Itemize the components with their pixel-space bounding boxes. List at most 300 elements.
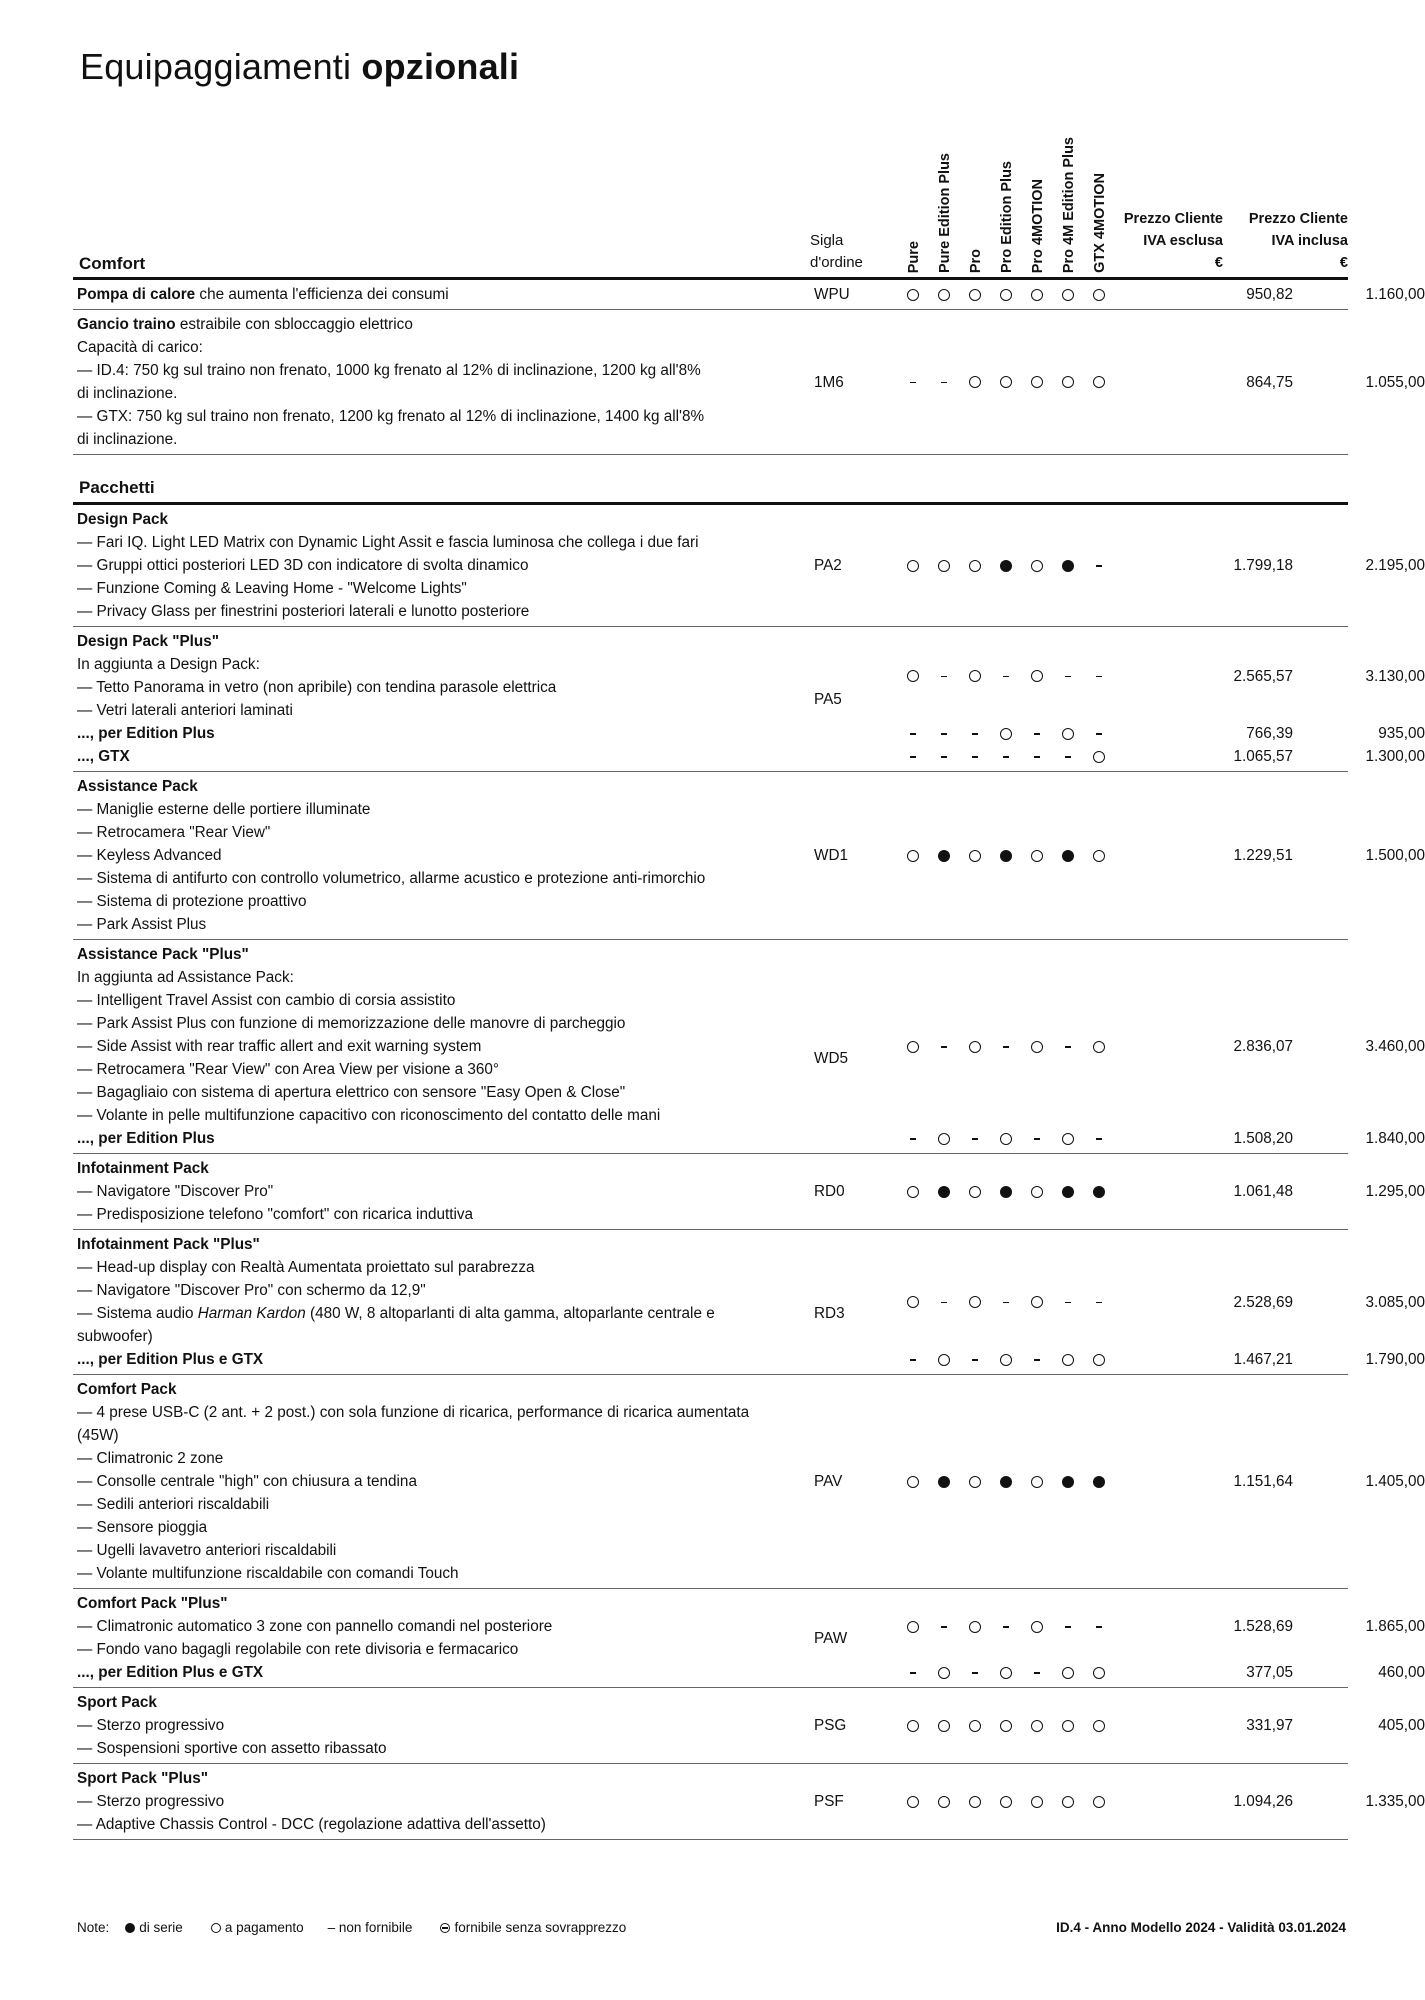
text-line: — Navigatore "Discover Pro" con schermo da 12,9"	[77, 1282, 426, 1299]
text-line: ..., GTX	[77, 748, 130, 765]
availability-mark	[1087, 1350, 1111, 1370]
availability-mark	[1056, 1350, 1080, 1370]
availability-mark	[1025, 667, 1049, 687]
availability-mark	[1056, 1792, 1080, 1812]
dash-icon	[941, 733, 947, 735]
dash-icon	[1034, 756, 1040, 758]
text-line: — Adaptive Chassis Control - DCC (regolazione adattiva dell'assetto)	[77, 1816, 546, 1833]
empty-circle-icon	[1093, 850, 1105, 862]
text-line: — Vetri laterali anteriori laminati	[77, 702, 293, 719]
text-line: Infotainment Pack "Plus"	[77, 1236, 260, 1253]
availability-mark	[932, 724, 956, 744]
filled-dot-icon	[1062, 1476, 1074, 1488]
availability-mark	[994, 1617, 1018, 1637]
filled-dot-icon	[125, 1923, 135, 1933]
empty-circle-icon	[1062, 1720, 1074, 1732]
page-title: Equipaggiamenti opzionali	[80, 46, 520, 87]
empty-circle-icon	[1000, 1133, 1012, 1145]
dash-icon	[1003, 1626, 1009, 1628]
price-incl: 1.865,00	[1365, 1618, 1425, 1635]
availability-mark	[1087, 1472, 1111, 1492]
availability-mark	[1056, 373, 1080, 393]
availability-mark	[1025, 747, 1049, 767]
availability-mark	[994, 373, 1018, 393]
price-excl: 1.065,57	[1233, 748, 1293, 765]
price-incl: 1.790,00	[1365, 1351, 1425, 1368]
availability-mark	[901, 1617, 925, 1637]
price-excl: 2.565,57	[1233, 667, 1293, 685]
availability-mark	[1056, 285, 1080, 305]
version-header: Pure	[906, 240, 922, 273]
empty-circle-icon	[1031, 560, 1043, 572]
order-code: PAW	[814, 1629, 848, 1647]
availability-mark	[1087, 1037, 1111, 1057]
order-code: WD1	[814, 847, 848, 864]
text-line: — Fari IQ. Light LED Matrix con Dynamic Light Assit e fascia luminosa che collega i due fari	[77, 534, 699, 551]
empty-circle-icon	[1031, 1621, 1043, 1633]
text-line: Sport Pack "Plus"	[77, 1770, 208, 1787]
empty-circle-icon	[969, 1476, 981, 1488]
text-line: ..., per Edition Plus	[77, 725, 215, 742]
empty-circle-icon	[938, 289, 950, 301]
availability-mark	[1025, 846, 1049, 866]
table-row	[73, 1154, 1425, 1230]
dash-icon	[972, 1672, 978, 1674]
order-code: PA5	[814, 690, 842, 708]
text-line: — Sterzo progressivo	[77, 1717, 225, 1734]
dash-icon	[1003, 1046, 1009, 1048]
empty-circle-icon	[907, 1041, 919, 1053]
pacchetti-header	[73, 455, 1348, 505]
empty-circle-icon	[1031, 376, 1043, 388]
text-line: — Sterzo progressivo	[77, 1793, 225, 1810]
filled-dot-icon	[1000, 850, 1012, 862]
availability-mark	[1025, 1792, 1049, 1812]
empty-circle-icon	[1062, 1354, 1074, 1366]
price-incl: 1.500,00	[1365, 847, 1425, 864]
availability-mark	[963, 846, 987, 866]
availability-mark	[1056, 846, 1080, 866]
dash-icon	[1034, 1672, 1040, 1674]
text-line: Design Pack "Plus"	[77, 633, 220, 650]
availability-mark	[932, 1472, 956, 1492]
dash-icon	[972, 1138, 978, 1140]
availability-mark	[1025, 1182, 1049, 1202]
empty-circle-icon	[1031, 670, 1043, 682]
availability-mark	[932, 667, 956, 687]
availability-mark	[963, 747, 987, 767]
availability-mark	[994, 724, 1018, 744]
dash-icon	[941, 382, 947, 384]
empty-circle-icon	[1031, 1041, 1043, 1053]
empty-circle-icon	[1031, 1796, 1043, 1808]
availability-mark	[1025, 373, 1049, 393]
availability-mark	[932, 1663, 956, 1683]
dash-icon	[941, 756, 947, 758]
availability-mark	[994, 1350, 1018, 1370]
text-line: — Park Assist Plus	[77, 916, 207, 933]
empty-circle-icon	[969, 560, 981, 572]
empty-circle-icon	[1062, 289, 1074, 301]
text-line: Comfort Pack	[77, 1381, 177, 1398]
empty-circle-icon	[938, 1667, 950, 1679]
dash-icon	[1096, 1626, 1102, 1628]
availability-mark	[963, 1293, 987, 1313]
availability-mark	[1087, 747, 1111, 767]
availability-mark	[901, 747, 925, 767]
empty-circle-icon	[1062, 376, 1074, 388]
availability-mark	[1056, 667, 1080, 687]
text-line: In aggiunta a Design Pack:	[77, 656, 260, 673]
dash-icon	[1034, 1138, 1040, 1140]
price-excl: 1.467,21	[1233, 1351, 1293, 1368]
availability-mark	[1087, 1663, 1111, 1683]
availability-mark	[963, 1472, 987, 1492]
dash-icon	[910, 1672, 916, 1674]
empty-circle-icon	[1093, 289, 1105, 301]
availability-mark	[1087, 667, 1111, 687]
empty-circle-icon	[907, 1186, 919, 1198]
empty-circle-icon	[907, 1796, 919, 1808]
empty-circle-icon	[1000, 1796, 1012, 1808]
price-incl: 3.085,00	[1365, 1293, 1425, 1311]
text-line: — Head-up display con Realtà Aumentata proiettato sul parabrezza	[77, 1259, 535, 1276]
text-line: — Retrocamera "Rear View"	[77, 824, 271, 841]
empty-circle-icon	[907, 670, 919, 682]
dash-icon	[1065, 756, 1071, 758]
empty-circle-icon	[969, 289, 981, 301]
availability-mark	[932, 373, 956, 393]
availability-mark	[1087, 373, 1111, 393]
order-code: PA2	[814, 557, 842, 574]
availability-mark	[1025, 556, 1049, 576]
price-excl: 2.528,69	[1233, 1293, 1293, 1311]
text-line: Design Pack	[77, 511, 168, 528]
empty-circle-icon	[1062, 1796, 1074, 1808]
empty-circle-icon	[1093, 1667, 1105, 1679]
order-code: WPU	[814, 286, 850, 303]
availability-mark	[901, 1716, 925, 1736]
text-line: — Predisposizione telefono "comfort" con ricarica induttiva	[77, 1206, 474, 1223]
dash-icon	[1034, 1359, 1040, 1361]
text-line: — Tetto Panorama in vetro (non apribile) con tendina parasole elettrica	[77, 679, 557, 696]
dash-icon	[941, 1626, 947, 1628]
availability-mark	[994, 1129, 1018, 1149]
text-line: — Sistema audio Harman Kardon (480 W, 8 altoparlanti di alta gamma, altoparlante centrale e	[77, 1305, 715, 1322]
availability-mark	[963, 556, 987, 576]
version-header: Pro 4M Edition Plus	[1061, 136, 1077, 273]
version-header: Pro Edition Plus	[999, 161, 1015, 273]
text-line: — Intelligent Travel Assist con cambio di corsia assistito	[77, 992, 456, 1009]
filled-dot-icon	[938, 1186, 950, 1198]
availability-mark	[963, 1663, 987, 1683]
availability-mark	[901, 1792, 925, 1812]
empty-circle-icon	[1031, 1186, 1043, 1198]
text-line: subwoofer)	[77, 1328, 153, 1345]
table-row	[73, 505, 1425, 627]
availability-mark	[901, 1182, 925, 1202]
table-row	[73, 1589, 1425, 1688]
availability-mark	[994, 747, 1018, 767]
availability-mark	[901, 556, 925, 576]
availability-mark	[994, 1663, 1018, 1683]
text-line: Capacità di carico:	[77, 339, 203, 356]
order-code: 1M6	[814, 373, 844, 391]
empty-circle-icon	[969, 1621, 981, 1633]
availability-mark	[1087, 1129, 1111, 1149]
availability-mark	[1056, 1472, 1080, 1492]
table-row	[73, 1375, 1425, 1589]
text-line: di inclinazione.	[77, 385, 178, 402]
availability-mark	[994, 1293, 1018, 1313]
dash-icon	[910, 756, 916, 758]
table-row	[73, 310, 1425, 455]
dash-icon	[972, 733, 978, 735]
filled-dot-icon	[1000, 560, 1012, 572]
availability-mark	[932, 285, 956, 305]
dash-icon	[1096, 1302, 1102, 1304]
availability-mark	[963, 1037, 987, 1057]
dash-circle-icon	[440, 1923, 450, 1933]
availability-mark	[1087, 1792, 1111, 1812]
version-header: Pro 4MOTION	[1030, 178, 1046, 273]
availability-mark	[901, 1472, 925, 1492]
price-incl: 3.130,00	[1365, 667, 1425, 685]
text-line: — Sospensioni sportive con assetto ribassato	[77, 1740, 387, 1757]
availability-mark	[901, 285, 925, 305]
dash-icon	[941, 676, 947, 678]
price-incl: 1.295,00	[1365, 1183, 1425, 1200]
price-incl: 2.195,00	[1365, 557, 1425, 574]
dash-icon	[941, 1046, 947, 1048]
availability-mark	[1087, 846, 1111, 866]
price-incl: 1.405,00	[1365, 1473, 1425, 1490]
section-comfort: Comfort	[79, 254, 146, 273]
dash-icon	[1065, 676, 1071, 678]
pack-rows	[73, 505, 1425, 1840]
empty-circle-icon	[969, 850, 981, 862]
availability-mark	[932, 1716, 956, 1736]
text-line: — 4 prese USB-C (2 ant. + 2 post.) con sola funzione di ricarica, performance di ricarica aumentata	[77, 1404, 750, 1421]
price-incl: 405,00	[1378, 1717, 1425, 1734]
dash-icon	[1065, 1302, 1071, 1304]
filled-dot-icon	[1093, 1476, 1105, 1488]
availability-mark	[994, 1472, 1018, 1492]
empty-circle-icon	[969, 1796, 981, 1808]
availability-mark	[963, 285, 987, 305]
price-incl-header: Prezzo Cliente IVA inclusa €	[1248, 211, 1348, 271]
price-excl: 864,75	[1246, 373, 1293, 391]
text-line: — Volante multifunzione riscaldabile con comandi Touch	[77, 1565, 459, 1582]
text-line: — Sensore pioggia	[77, 1519, 208, 1536]
price-incl: 1.335,00	[1365, 1793, 1425, 1810]
availability-mark	[1025, 1350, 1049, 1370]
text-line: — Sistema di protezione proattivo	[77, 893, 307, 910]
dash-icon	[941, 1302, 947, 1304]
section-pacchetti: Pacchetti	[79, 478, 155, 497]
availability-mark	[1056, 1182, 1080, 1202]
availability-mark	[932, 1293, 956, 1313]
footer-validity: ID.4 - Anno Modello 2024 - Validità 03.01.2024	[1056, 1920, 1346, 1935]
price-excl: 766,39	[1246, 725, 1293, 742]
dash-icon	[910, 1359, 916, 1361]
text-line: — Funzione Coming & Leaving Home - "Welcome Lights"	[77, 580, 467, 597]
order-code: WD5	[814, 1049, 848, 1067]
text-line: — Climatronic automatico 3 zone con pannello comandi nel posteriore	[77, 1618, 553, 1635]
empty-circle-icon	[1000, 1667, 1012, 1679]
availability-mark	[1087, 1617, 1111, 1637]
price-incl: 460,00	[1378, 1664, 1425, 1681]
sigla-header: Sigla d'ordine	[810, 232, 863, 271]
text-line: — Ugelli lavavetro anteriori riscaldabili	[77, 1542, 337, 1559]
empty-circle-icon	[969, 1720, 981, 1732]
table-header	[73, 135, 1348, 280]
price-incl: 1.055,00	[1365, 373, 1425, 391]
text-line: — Fondo vano bagagli regolabile con rete divisoria e fermacarico	[77, 1641, 519, 1658]
availability-mark	[1056, 1293, 1080, 1313]
dash-icon	[910, 733, 916, 735]
availability-mark	[1056, 724, 1080, 744]
price-excl: 1.508,20	[1233, 1130, 1293, 1147]
empty-circle-icon	[1062, 1667, 1074, 1679]
empty-circle-icon	[1062, 1133, 1074, 1145]
empty-circle-icon	[1000, 1720, 1012, 1732]
empty-circle-icon	[211, 1923, 221, 1933]
availability-mark	[963, 1129, 987, 1149]
text-line: — Gruppi ottici posteriori LED 3D con indicatore di svolta dinamico	[77, 557, 529, 574]
dash-icon	[1034, 733, 1040, 735]
price-excl: 1.061,48	[1233, 1183, 1293, 1200]
availability-mark	[932, 1617, 956, 1637]
text-line: ..., per Edition Plus e GTX	[77, 1664, 264, 1681]
empty-circle-icon	[938, 560, 950, 572]
empty-circle-icon	[1093, 376, 1105, 388]
availability-mark	[1056, 1617, 1080, 1637]
availability-mark	[1056, 1129, 1080, 1149]
availability-mark	[1025, 1663, 1049, 1683]
empty-circle-icon	[969, 376, 981, 388]
empty-circle-icon	[1000, 1354, 1012, 1366]
availability-mark	[1087, 1182, 1111, 1202]
order-code: PSF	[814, 1793, 844, 1810]
availability-mark	[901, 724, 925, 744]
dash-icon	[1096, 1138, 1102, 1140]
filled-dot-icon	[938, 1476, 950, 1488]
availability-mark	[963, 1182, 987, 1202]
availability-mark	[994, 1792, 1018, 1812]
price-incl: 1.160,00	[1365, 286, 1425, 303]
empty-circle-icon	[907, 1296, 919, 1308]
availability-mark	[932, 1350, 956, 1370]
dash-icon	[1065, 1626, 1071, 1628]
empty-circle-icon	[1031, 289, 1043, 301]
version-header: Pro	[968, 248, 984, 273]
empty-circle-icon	[1000, 376, 1012, 388]
availability-mark	[1056, 1663, 1080, 1683]
filled-dot-icon	[1000, 1476, 1012, 1488]
text-line: In aggiunta ad Assistance Pack:	[77, 969, 294, 986]
price-excl: 1.151,64	[1233, 1473, 1293, 1490]
availability-mark	[994, 1182, 1018, 1202]
availability-mark	[901, 373, 925, 393]
empty-circle-icon	[938, 1354, 950, 1366]
empty-circle-icon	[907, 1621, 919, 1633]
empty-circle-icon	[907, 560, 919, 572]
filled-dot-icon	[1062, 560, 1074, 572]
table-row	[73, 280, 1425, 310]
price-excl: 950,82	[1246, 286, 1293, 303]
price-excl: 2.836,07	[1233, 1038, 1293, 1055]
text-line: — Park Assist Plus con funzione di memorizzazione delle manovre di parcheggio	[77, 1015, 626, 1032]
availability-mark	[901, 846, 925, 866]
availability-mark	[932, 1037, 956, 1057]
dash-icon	[972, 756, 978, 758]
filled-dot-icon	[1062, 850, 1074, 862]
availability-mark	[963, 724, 987, 744]
empty-circle-icon	[1031, 1476, 1043, 1488]
availability-mark	[901, 1350, 925, 1370]
availability-mark	[1056, 747, 1080, 767]
text-line: — Sistema di antifurto con controllo volumetrico, allarme acustico e protezione anti-rimorchio	[77, 870, 706, 887]
order-code: PAV	[814, 1473, 843, 1490]
empty-circle-icon	[1031, 1296, 1043, 1308]
availability-mark	[1025, 1716, 1049, 1736]
availability-mark	[932, 1792, 956, 1812]
availability-mark	[994, 556, 1018, 576]
availability-mark	[963, 1716, 987, 1736]
price-excl: 1.094,26	[1233, 1793, 1293, 1810]
filled-dot-icon	[1062, 1186, 1074, 1198]
availability-mark	[1087, 1716, 1111, 1736]
price-excl: 1.799,18	[1233, 557, 1293, 574]
text-line: — Consolle centrale "high" con chiusura a tendina	[77, 1473, 417, 1490]
availability-mark	[932, 556, 956, 576]
options-table	[73, 135, 1425, 1840]
filled-dot-icon	[1000, 1186, 1012, 1198]
price-incl: 3.460,00	[1365, 1038, 1425, 1055]
dash-icon	[1065, 1046, 1071, 1048]
text-line: Gancio traino estraibile con sbloccaggio elettrico	[77, 316, 413, 333]
dash-icon	[1096, 733, 1102, 735]
availability-mark	[901, 667, 925, 687]
availability-mark	[1056, 1716, 1080, 1736]
order-code: PSG	[814, 1717, 847, 1734]
empty-circle-icon	[907, 1720, 919, 1732]
availability-mark	[901, 1663, 925, 1683]
text-line: — GTX: 750 kg sul traino non frenato, 1200 kg frenato al 12% di inclinazione, 1400 kg all'8%	[77, 408, 705, 425]
empty-circle-icon	[969, 1186, 981, 1198]
text-line: — Side Assist with rear traffic allert and exit warning system	[77, 1038, 482, 1055]
availability-mark	[1087, 724, 1111, 744]
availability-mark	[1025, 1472, 1049, 1492]
availability-mark	[1056, 556, 1080, 576]
text-line: — Sedili anteriori riscaldabili	[77, 1496, 270, 1513]
text-line: ..., per Edition Plus	[77, 1130, 215, 1147]
availability-mark	[994, 285, 1018, 305]
availability-mark	[901, 1037, 925, 1057]
availability-mark	[1025, 1129, 1049, 1149]
availability-mark	[1087, 1293, 1111, 1313]
empty-circle-icon	[1093, 1796, 1105, 1808]
availability-mark	[932, 1182, 956, 1202]
empty-circle-icon	[1093, 1720, 1105, 1732]
empty-circle-icon	[1093, 1041, 1105, 1053]
empty-circle-icon	[1093, 751, 1105, 763]
text-line: — Maniglie esterne delle portiere illuminate	[77, 801, 371, 818]
dash-icon	[910, 1138, 916, 1140]
text-line: — ID.4: 750 kg sul traino non frenato, 1000 kg frenato al 12% di inclinazione, 1200 kg all'8%	[77, 362, 701, 379]
price-excl-header: Prezzo Cliente IVA esclusa €	[1123, 211, 1223, 271]
